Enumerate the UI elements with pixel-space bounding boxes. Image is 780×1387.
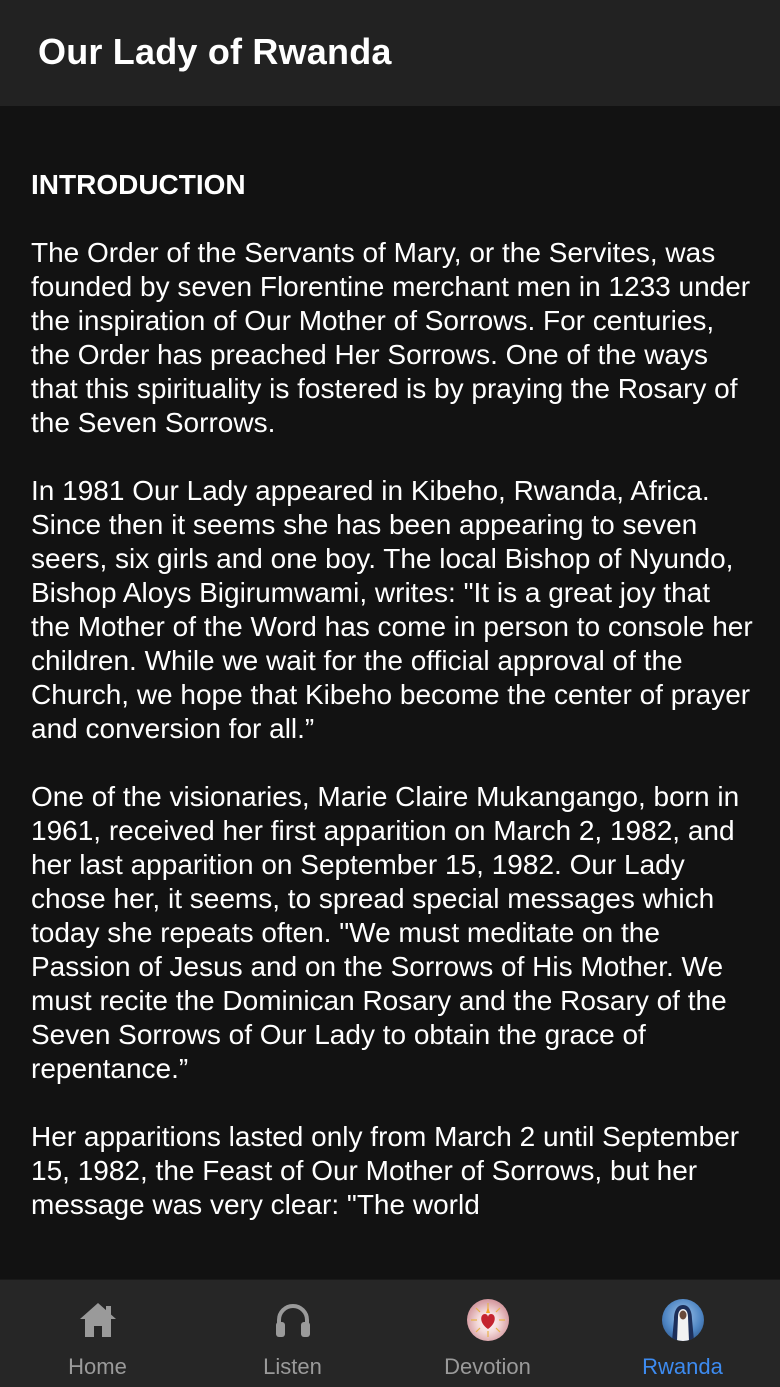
tab-home[interactable] (0, 1280, 195, 1387)
paragraph-1: The Order of the Servants of Mary, or the Servites, was founded by seven Florentine merchant men in 1233 under the inspiration of Our Mother of Sorrows. For centuries, the Order has preached Her Sorrows. One of the ways that this spirituality is fostered is by praying the Rosary of the Seven Sorrows. (31, 237, 751, 438)
home-icon (76, 1298, 120, 1342)
tab-rwanda-label: Rwanda (642, 1354, 723, 1379)
tab-rwanda[interactable] (585, 1280, 780, 1387)
tab-devotion-label: Devotion (444, 1354, 531, 1379)
tab-bar (0, 1279, 780, 1387)
page-title: Our Lady of Rwanda (38, 31, 392, 72)
paragraph-4: Her apparitions lasted only from March 2 until September 15, 1982, the Feast of Our Mother of Sorrows, but her message was very clear: "The world (31, 1121, 740, 1220)
tab-home-label: Home (68, 1354, 127, 1379)
headphones-icon (271, 1298, 315, 1342)
paragraph-3: One of the visionaries, Marie Claire Mukangango, born in 1961, received her first apparition on March 2, 1982, and her last apparition on September 15, 1982. Our Lady chose her, it seems, to spread special messages which today she repeats often. "We must meditate on the Passion of Jesus and on the Sorrows of His Mother. We must recite the Dominican Rosary and the Rosary of the Seven Sorrows of Our Lady to obtain the grace of repentance.” (31, 781, 740, 1084)
sacred-heart-icon (466, 1298, 510, 1342)
section-heading: INTRODUCTION (31, 169, 246, 200)
tab-listen-label: Listen (263, 1354, 322, 1379)
tab-devotion[interactable] (390, 1280, 585, 1387)
tab-listen[interactable] (195, 1280, 390, 1387)
article-scroll-view[interactable] (0, 106, 780, 1279)
paragraph-2: In 1981 Our Lady appeared in Kibeho, Rwanda, Africa. Since then it seems she has been appearing to seven seers, six girls and one boy. The local Bishop of Nyundo, Bishop Aloys Bigirumwami, writes: "It is a great joy that the Mother of the Word has come in person to console her children. While we wait for the official approval of the Church, we hope that Kibeho become the center of prayer and conversion for all.” (31, 475, 753, 744)
navigation-header (0, 0, 780, 106)
our-lady-icon (661, 1298, 705, 1342)
